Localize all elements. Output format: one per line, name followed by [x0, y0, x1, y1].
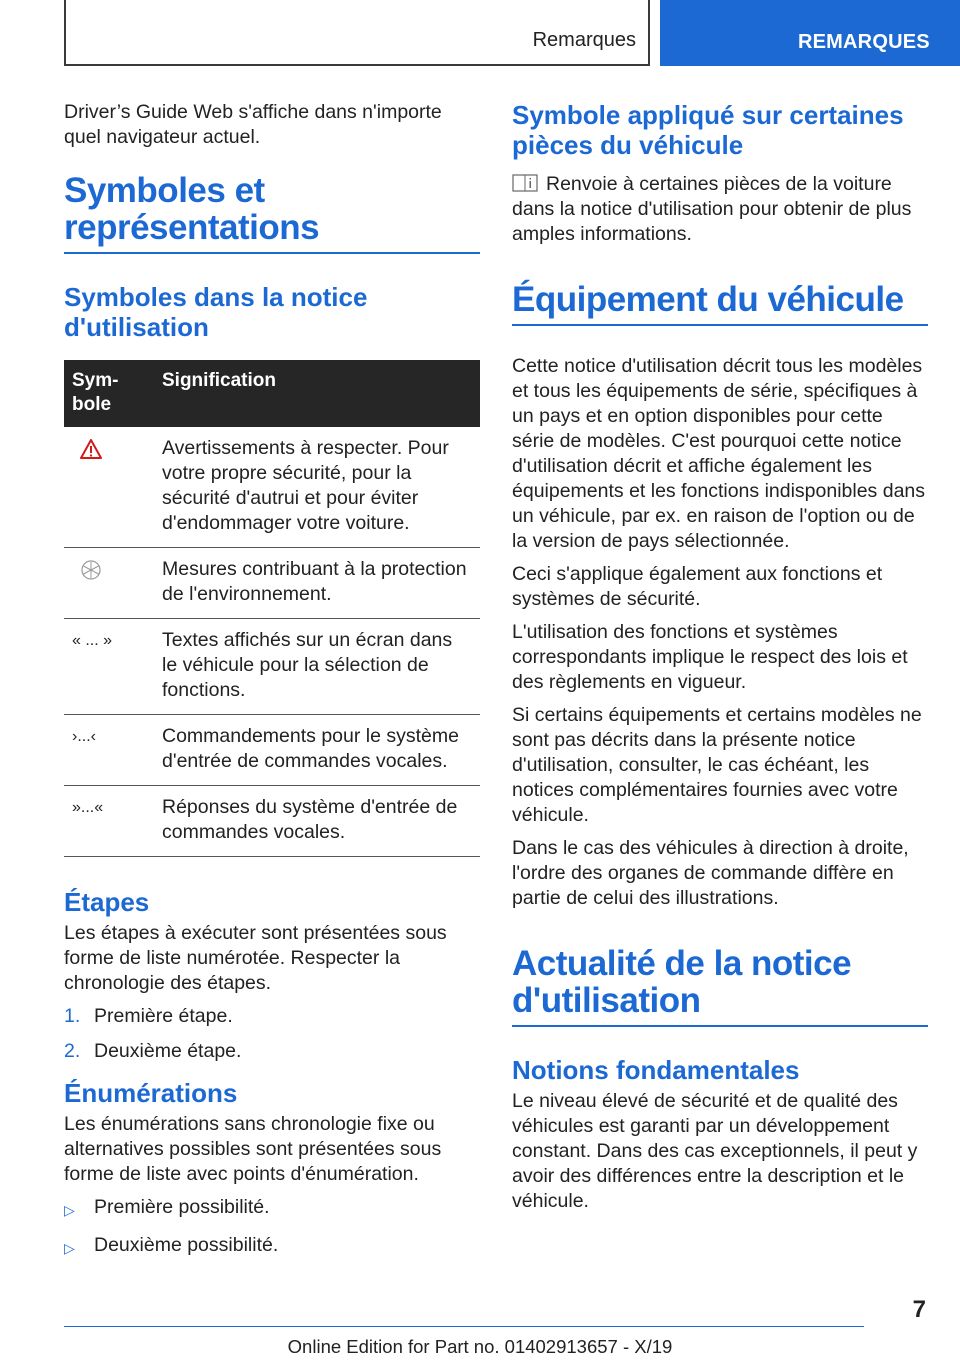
header-chapter-tab: [660, 0, 960, 66]
list-item: [64, 1195, 480, 1223]
heading-steps: Étapes: [64, 887, 150, 917]
heading-symbols-representations: Symboles et représentations: [64, 172, 480, 254]
steps-list: [64, 1004, 480, 1064]
book-icon: [512, 174, 538, 192]
equipment-paragraph: Ceci s'applique également aux fonctions et systèmes de sécurité.: [512, 563, 883, 610]
step-number: 1.: [64, 1005, 81, 1027]
table-cell-meaning: Commandements pour le système d'entrée de commandes vocales.: [154, 715, 480, 786]
symbol-parts-paragraph: [512, 172, 928, 247]
footer-divider: [64, 1326, 864, 1327]
step-text: Deuxième étape.: [94, 1040, 242, 1062]
enumerations-paragraph: Les énumérations sans chronologie fixe ou alternatives possibles sont présentées sous forme de liste avec points d'énumération.: [64, 1113, 442, 1185]
heading-manual-update: Actualité de la notice d'utilisation: [512, 945, 928, 1027]
table-header-row: [64, 360, 480, 427]
table-header-symbol: Sym- bole: [64, 360, 154, 427]
table-cell-meaning: Textes affichés sur un écran dans le véhicule pour la sélection de fonctions.: [154, 619, 480, 715]
enum-text: Deuxième possibilité.: [94, 1234, 279, 1256]
steps-paragraph: Les étapes à exécuter sont présentées sous forme de liste numérotée. Respecter la chronologie des étapes.: [64, 922, 447, 994]
heading-enumerations: Énumérations: [64, 1078, 238, 1108]
symbols-table: [64, 360, 480, 857]
table-row: [64, 619, 480, 715]
header-chapter-title: REMARQUES: [798, 31, 930, 53]
equipment-paragraph: Cette notice d'utilisation décrit tous les modèles et tous les équipements de série, spécifiques à un pays et en option disponibles pour cette série de modèles. C'est pourquoi cette notice d'utilisation décrit et affiche également les équipements et les fonctions indisponibles dans un véhicule, par ex. en raison de l'option ou de la version de pays sélectionnée.: [512, 355, 926, 552]
table-cell-symbol: ›...‹: [64, 715, 154, 786]
table-row: [64, 548, 480, 619]
list-item: [64, 1039, 480, 1064]
environment-icon: [80, 559, 102, 581]
table-row: [64, 427, 480, 548]
table-header-meaning: Signification: [154, 360, 480, 427]
table-cell-symbol: »...«: [64, 786, 154, 857]
table-cell-symbol: « ... »: [64, 619, 154, 715]
list-item: [64, 1004, 480, 1029]
footer-edition: Online Edition for Part no. 01402913657 - X/19: [287, 1336, 673, 1357]
left-column: [64, 100, 480, 1271]
heading-basics: Notions fondamentales: [512, 1055, 800, 1085]
header-section-box: [64, 0, 650, 66]
header-section-title: Remarques: [532, 29, 636, 51]
symbol-parts-text: Renvoie à certaines pièces de la voiture dans la notice d'utilisation pour obtenir de plus amples informations.: [512, 173, 912, 245]
step-text: Première étape.: [94, 1005, 233, 1027]
page-number: 7: [912, 1296, 926, 1323]
table-cell-meaning: Mesures contribuant à la protection de l'environnement.: [154, 548, 480, 619]
enumeration-list: [64, 1195, 480, 1261]
triangle-bullet-icon: ▷: [64, 1202, 75, 1218]
warning-icon: [80, 439, 102, 459]
right-column: [512, 100, 928, 1222]
table-cell-meaning: Avertissements à respecter. Pour votre propre sécurité, pour la sécurité d'autrui et pour éviter d'endommager votre voiture.: [154, 427, 480, 548]
equipment-paragraph: Dans le cas des véhicules à direction à droite, l'ordre des organes de commande diffère en partie de celui des illustrations.: [512, 837, 909, 909]
equipment-paragraph: Si certains équipements et certains modèles ne sont pas décrits dans la présente notice d'utilisation, consulter, le cas échéant, les notices complémentaires fournies avec votre véhicule.: [512, 704, 922, 826]
basics-paragraph: Le niveau élevé de sécurité et de qualité des véhicules est garanti par un développement constant. Dans des cas exceptionnels, il peut y avoir des différences entre la description et le véhicule.: [512, 1090, 918, 1212]
list-item: [64, 1233, 480, 1261]
table-row: [64, 715, 480, 786]
heading-symbols-in-manual: Symboles dans la notice d'utilisation: [64, 282, 368, 342]
table-cell-symbol: [64, 427, 154, 548]
enum-text: Première possibilité.: [94, 1196, 270, 1218]
table-cell-meaning: Réponses du système d'entrée de commandes vocales.: [154, 786, 480, 857]
triangle-bullet-icon: ▷: [64, 1240, 75, 1256]
equipment-paragraph: L'utilisation des fonctions et systèmes correspondants implique le respect des lois et des règlements en vigueur.: [512, 621, 908, 693]
heading-vehicle-equipment: Équipement du véhicule: [512, 281, 928, 326]
step-number: 2.: [64, 1040, 81, 1062]
intro-paragraph: Driver’s Guide Web s'affiche dans n'importe quel navigateur actuel.: [64, 101, 442, 148]
table-cell-symbol: [64, 548, 154, 619]
table-row: [64, 786, 480, 857]
heading-symbol-on-parts: Symbole appliqué sur certaines pièces du véhicule: [512, 100, 904, 160]
